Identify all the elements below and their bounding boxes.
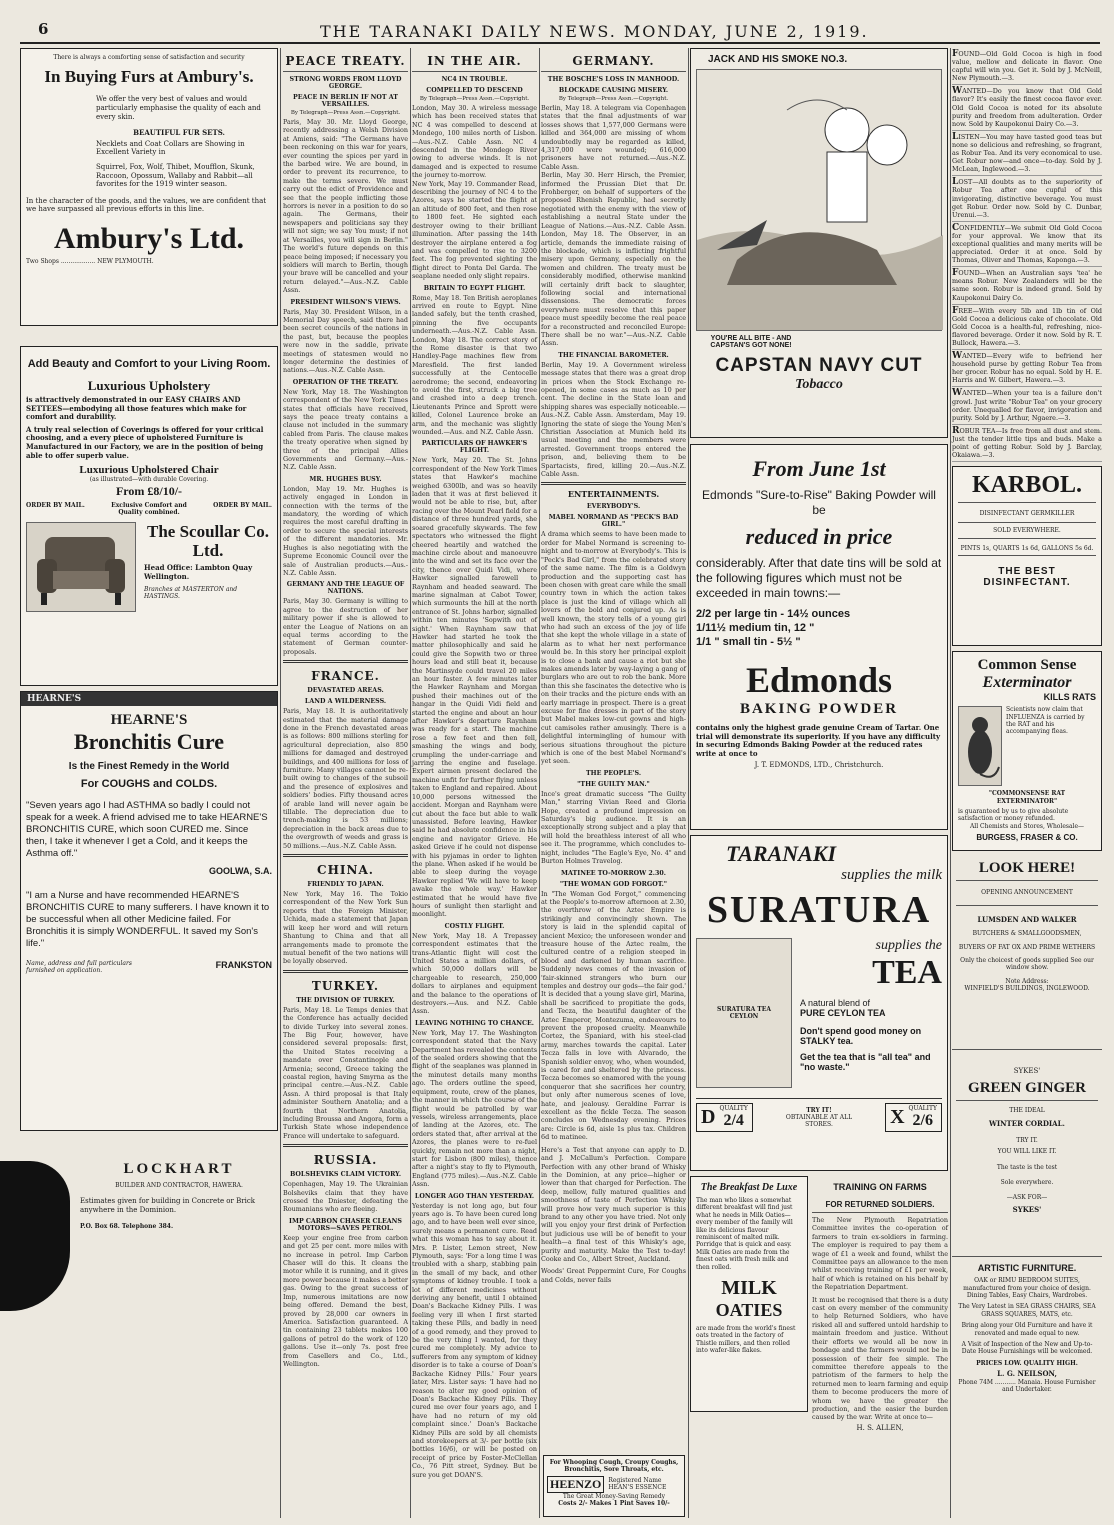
- classified-ad: [952, 387, 1102, 424]
- everybodys-heading: EVERYBODY'S.: [586, 503, 641, 511]
- nc4-heading: NC4 IN TROUBLE.: [441, 76, 508, 83]
- guilty-man-heading: "THE GUILTY MAN.": [577, 780, 650, 788]
- lumsden-note: Note Address:: [1005, 977, 1049, 985]
- neilson-ad: [952, 1260, 1102, 1396]
- wilson-heading: PRESIDENT WILSON'S VIEWS.: [290, 298, 401, 306]
- heenzo-ad: [543, 1455, 685, 1517]
- hearne-coughs: For COUGHS and COLDS.: [80, 778, 218, 790]
- byline: By Telegraph—Press Assn.—Copyright.: [419, 96, 530, 102]
- training-heading2: FOR RETURNED SOLDIERS.: [825, 1200, 935, 1209]
- column-peace-treaty: [283, 48, 408, 1518]
- classified-ad: [952, 350, 1102, 387]
- classified-initial: F: [952, 49, 959, 59]
- manhood-heading: THE BOSCHE'S LOSS IN MANHOOD.: [547, 76, 680, 83]
- karbol-text2: SOLD EVERYWHERE.: [993, 527, 1061, 535]
- tea-packet: [696, 938, 792, 1088]
- hearne-heading: HEARNE'S: [110, 712, 188, 728]
- x-quality-letter: X: [890, 1106, 905, 1129]
- article-text: New York, May 19. Commander Read, describing the journey of NC 4 to the Azores, says he started the flight at an altitude of 800 feet, and then rose to 1800 feet. He sighted each destroyer owing to their brilliant illumination. After passing the 14th destroyer the airplane entered a fog and was compelled to rise to 3200 feet. The fog prevented sighting the flight direct to Ponta Del Garda. The seaplane needed only slight repairs.: [412, 179, 537, 281]
- chance-heading: LEAVING NOTHING TO CHANCE.: [415, 1019, 534, 1027]
- russia-heading: RUSSIA.: [313, 1153, 378, 1168]
- lockhart-name: LOCKHART: [123, 1161, 235, 1177]
- ambury-footer: Two Shops .................. NEW PLYMOUTH.: [26, 257, 154, 265]
- scoullar-price: From £8/10/-: [115, 483, 183, 498]
- exterminator-heading1: Common Sense: [977, 657, 1077, 674]
- d-quality-label: QUALITY: [719, 1105, 748, 1112]
- longer-ago-heading: LONGER AGO THAN YESTERDAY.: [414, 1192, 535, 1200]
- capstan-illustration: [696, 69, 942, 331]
- suratura-ad: [690, 835, 948, 1171]
- devastated-heading: DEVASTATED AREAS.: [307, 687, 384, 695]
- suratura-supplies: supplies the: [875, 938, 942, 953]
- article-text: Rome, May 18. Ten British aeroplanes arrived en route to Egypt. Nine landed safely, but the tenth crashed, pinning the five occupants underneath.—Aus.-N.Z. Cable Assn. London, May 18. The correct story of the Rome disaster is that two Handley-Page machines flew from Maresfield. The first landed successfully at the Centocelle aerodrome; the second, endeavoring to avoid the first, struck a big tree and crashed into a deep trench. Lieutenants Prince and Sprott were killed, Colonel Laurence broke an arm, and the mechanic was slightly wounded.—Aus. and N.Z. Cable Assn.: [412, 293, 537, 437]
- scoullar-branches: Branches at MASTERTON and HASTINGS.: [144, 585, 238, 600]
- neilson-text2: The Very Latest in SEA GRASS CHAIRS, SEA GRASS SQUARES, MATS, etc.: [958, 1303, 1096, 1318]
- x-quality-box: [885, 1103, 942, 1132]
- hearne-testimonial-2: "I am a Nurse and have recommended HEARNE'S BRONCHITIS CURE to many sufferers. I have known it to be successful when all other Medicine failed. For Bronchitis it is simply WONDERFUL. It saved my Son's life.": [26, 890, 270, 949]
- article-text: Paris, May 30. President Wilson, in a Memorial Day speech, said there had been secret councils of the nations in the past, but, because the peoples were now in the saddle, private meetings of statesmen would no longer determine the destinies of nations.—Aus.-N.Z. Cable Assn.: [283, 307, 408, 375]
- capstan-ad: [690, 48, 948, 438]
- exterminator-guarantee: is guaranteed by us to give absolute satisfaction or money refunded.: [958, 808, 1069, 823]
- suratura-all-tea: Get the tea that is "all tea" and "no waste.": [800, 1052, 931, 1072]
- edmonds-date: From June 1st: [752, 456, 886, 481]
- lumsden-address: WINFIELD'S BUILDINGS, INGLEWOOD.: [964, 985, 1090, 993]
- in-the-air-heading: IN THE AIR.: [427, 54, 522, 68]
- tea-packet-label: SURATURA TEA CEYLON: [717, 1005, 771, 1020]
- edmonds-text1: Edmonds "Sure-to-Rise" Baking Powder will be: [702, 488, 936, 517]
- hearne-banner: HEARNE'S: [21, 692, 277, 706]
- scoullar-text2: A truly real selection of Coverings is offered for your critical choosing, and a every piece of upholstered Furniture is Manufactured in our Factory, we are in the position of being able to offer superb value.: [26, 424, 264, 460]
- article-text: Berlin, May 18. A telegram via Copenhagen states that the final adjustments of war losses shows that 1,577,000 Germans were killed and 364,000 are missing of whom undoubtedly may be regarded as killed, 4,317,000 were wounded; 616,000 prisoners have not returned.—Aus.-N.Z. Cable Assn.: [541, 104, 686, 171]
- suratura-stalky: Don't spend good money on STALKY tea.: [800, 1026, 922, 1046]
- barometer-heading: THE FINANCIAL BAROMETER.: [558, 351, 669, 359]
- edmonds-text2: considerably. After that date tins will be sold at the following figures which must not be exceeded in main towns:—: [696, 556, 942, 600]
- oaties-brand1: MILK: [721, 1277, 777, 1300]
- classified-list: [952, 48, 1102, 462]
- lumsden-heading: LOOK HERE!: [978, 860, 1076, 877]
- article-text: Berlin, May 30. Herr Hirsch, the Premier, informed the Prussian Diet that Dr. Frohberger, on behalf of supporters of the proposed Rhenish Republic, had secretly negotiated with the enemy with the view of establishing a neutral State under the League of Nations.—Aus.-N.Z. Cable Assn. London, May 18. The Observer, in an article, demands the immediate raising of the blockade, which is inflicting frightful misery upon Germany, especially on the women and children. The treaty must be considerably modified, otherwise mankind will certainly drift back to slaughter, following social and international dissensions. The democratic forces everywhere must resolve that this paper peace must speedily become the real peace for a reconstructed and reconciled Europe: There shall be no war."—Aus.-N.Z. Cable Assn.: [541, 171, 686, 348]
- training-signature: H. S. ALLEN,: [856, 1423, 904, 1432]
- suratura-taranaki: TARANAKI: [726, 841, 837, 866]
- hearne-note: Name, address and full particulars furnished on application.: [26, 960, 132, 975]
- scoullar-ad: [20, 346, 278, 686]
- order-by-mail-left: ORDER BY MAIL.: [26, 501, 85, 509]
- classified-initial: W: [952, 86, 963, 97]
- classified-initial: F: [952, 268, 959, 279]
- masthead: [20, 18, 1100, 44]
- edmonds-reduced: reduced in price: [745, 524, 893, 549]
- lumsden-announcement: OPENING ANNOUNCEMENT: [981, 889, 1073, 897]
- neilson-signature: L. G. NEILSON,: [997, 1369, 1057, 1379]
- hearne-testimonial-1: "Seven years ago I had ASTHMA so badly I could not speak for a week. A friend advised me to take HEARNE'S BRONCHITIS CURE, which soon CURED me. Since then, I take it whenever I get a Cold, and it keeps the Asthma off.": [26, 800, 268, 859]
- wilderness-heading: LAND A WILDERNESS.: [304, 698, 387, 706]
- china-heading: CHINA.: [317, 863, 374, 878]
- heenzo-sub: Registered Name HEAN'S ESSENCE: [608, 1476, 667, 1492]
- training-text2: It must be recognised that there is a duty cast on every member of the community to help Returned Soldiers, who have risked all and suffered untold hardship to maintain freedom and justice. Without their efforts we would all be now in bondage and the farmers would not be in possession of their fee simple. The committee therefore appeals to the patriotism of the farmers to help the returned men to learn farming and equip them to become producers the more of whom we have the greater the production, and the easier the burden caused by the war. Write at once to—: [812, 1295, 948, 1422]
- neilson-heading: ARTISTIC FURNITURE.: [977, 1263, 1077, 1274]
- article-text: Paris, May 18. It is authoritatively estimated that the material damage done in the French devastated areas is as follows: 800 millions sterling for agricultural depreciation, also 850 millions for damaged and destroyed buildings, and 400 millions for loss of furniture. Many villages cannot be re-built owing to changes of the subsoil and the presence of explosives and soldiers' bodies. Fifty thousand acres of arable land will never again be tillable. The depreciation due to trench-making is 53 millions; depreciation in the back areas due to the overgrowth of weeds and grass is 50 millions.—Aus.-N.Z. Cable Assn.: [283, 707, 408, 850]
- suratura-obtainable: OBTAINABLE AT ALL STORES.: [785, 1114, 853, 1129]
- column-germany: [541, 48, 686, 1284]
- germany-heading: GERMANY.: [572, 54, 655, 68]
- torn-corner: [0, 1161, 70, 1311]
- scoullar-tagline: Exclusive Comfort and Quality combined.: [111, 501, 187, 516]
- heenzo-text2: The Great Money-Saving Remedy: [562, 1492, 666, 1500]
- entertainments-heading: ENTERTAINMENTS.: [567, 489, 660, 500]
- classified-initial: L: [952, 131, 959, 142]
- exterminator-text1: Scientists now claim that INFLUENZA is carried by the RAT and his accompanying fleas.: [1006, 706, 1085, 736]
- article-text: Here's a Test that anyone can apply to D. and J. McCallum's Perfection. Compare Perfection with any other brand of Whisky in the Dominion, at any price—higher or lower than that charged for Perfection. The deep, mellow, fully matured qualities and smoothness of taste of Perfection Whisky will prove how very much superior is this brand to any other you have tried. Not only will you enjoy your first drink of Perfection but judicious use will be of benefit to your health—a final test of this Whisky's age, purity and maturity. Make the Test to-day! Cooke and Co., Albert Street, Auckland.: [541, 1145, 686, 1263]
- edmonds-text3: contains only the highest grade genuine Cream of Tartar. One trial will demonstrate its superiority. If you have any difficulty in securing Edmonds Baking Powder at the reduced rates write at once to: [696, 723, 941, 758]
- lockhart-telephone: P.O. Box 68. Telephone 384.: [80, 1222, 174, 1230]
- turkey-heading: TURKEY.: [311, 978, 380, 993]
- capstan-brand: CAPSTAN NAVY CUT: [715, 355, 923, 376]
- classified-ad: [952, 305, 1102, 350]
- article-text: Copenhagen, May 19. The Ukrainian Bolsheviks claim that they have crossed the Dniester, defeating the Roumanians who are fleeing.: [283, 1180, 408, 1214]
- neilson-text3: Bring along your Old Furniture and have it renovated and made equal to new.: [961, 1322, 1093, 1337]
- article-text: Ince's great dramatic success "The Guilty Man," starring Vivian Reed and Gloria Hope, created a profound impression on Saturday's big audience. It is an exceptionally strong subject and a play that will hold the breathless interest of all who see it. The programme, which concludes to-night, includes "The Eagle's Eye, No. 4" and Burton Holmes Travelog.: [541, 789, 686, 866]
- classified-text: ANTED—When your tea is a failure don't growl. Just write "Robur Tea" on your grocery order. Unequalled for flavor, invigoration and purity. Sold by J. Arthur, Ngaere.—3.: [952, 389, 1102, 422]
- article-text: Paris, May 18. Le Temps denies that the Conference has actually decided to divide Turkey into several zones. The Big Four, however, have considered several proposals: first, the United States receiving a mandate over Constantinople and Armenia; second, Greece taking the coastal region, having Smyrna as the principal centre.—Aus.-N.Z. Cable Assn. A third proposal is that Italy administer Southern Anatolia; and a fourth that Northern Anatolia, including Broussa and Angora, form a Turkish State whose independence France will undertake to safeguard.: [283, 1005, 408, 1140]
- edmonds-ad: [690, 444, 948, 830]
- sykes-ideal: THE IDEAL: [1009, 1106, 1045, 1114]
- hearne-signature-2: FRANKSTON: [215, 960, 272, 970]
- berlin-heading: PEACE IN BERLIN IF NOT AT VERSAILLES.: [293, 94, 398, 108]
- oaties-text2: are made from the world's finest oats treated in the factory of Thistle millers, and then rolled into wafer-like flakes.: [696, 1325, 796, 1355]
- lockhart-text: Estimates given for building in Concrete or Brick anywhere in the Dominion.: [80, 1197, 255, 1214]
- karbol-best: THE BEST DISINFECTANT.: [983, 566, 1071, 589]
- exterminator-stockists: All Chemists and Stores, Wholesale—: [969, 822, 1085, 830]
- article-text: London, May 19. Mr. Hughes is actively engaged in London in connection with the terms of the mandatory, the wording of which requires the most careful drafting in order to secure the special interests of the different mandatories. Mr. Hughes is also negotiating with the Supreme Economic Council over the sale of Australian products.—Aus.-N.Z. Cable Assn.: [283, 484, 408, 577]
- classified-ad: [952, 85, 1102, 130]
- column-ads-right: [952, 48, 1102, 1518]
- classified-text: OUND—Old Gold Cocoa is high in food value, mellow and delicate in flavor. One capful will win you. Get it. Sold by J. McNeill, New Plymouth.—3.: [952, 50, 1102, 83]
- classified-text: ISTEN—You may have tasted good teas but none so delicious and refreshing, so fragrant, as Robur Tea. And its very economical to use. Get Robur now—and once—to-day. Sold by J. McLean, Inglewood.—3.: [952, 132, 1102, 174]
- blockade-heading: BLOCKADE CAUSING MISERY.: [558, 87, 669, 94]
- article-text: Yesterday is not long ago, but four years ago is. To have been cured long ago, and to have been well ever since, surely means a permanent cure. Read what this woman has to say about it. Mrs. P. Lister, Lemon street, New Plymouth, says: 'For a long time I was troubled with a sharp, stabbing pain in the small of my back, and other symptoms of kidney trouble. I took a lot of different medicines without deriving any benefit, until I obtained Doan's Backache Kidney Pills. I was feeling very ill when I first started taking these Pills, and badly in need of a good remedy, and they proved to be the very thing I wanted, for they cured me completely. My advice to sufferers from any symptom of kidney disorder is to take a course of Doan's Backache Kidney Pills.' Four years later, Mrs. Lister says: 'I have had no reason to alter my good opinion of Doan's Backache Kidney Pills. They cured me over four years ago, and I have had no return of my old complaint since.' Doan's Backache Kidney Pills are sold by all chemists and storekeepers at 3/- per bottle (six bottles 16/6), or will be posted on receipt of price by Foster-McClellan Co., 76 Pitt street, Sydney. But be sure you get DOAN'S.: [412, 1201, 537, 1479]
- x-quality-price: 2/6: [912, 1112, 933, 1130]
- training-text1: The New Plymouth Repatriation Committee invites the co-operation of farmers to train ex-soldiers in farming. The employer is required to pay them a wage of £1 a week and found, whilst the Committee pays an allowance to the men whilst receiving training of £1 per week, half of which is retained on his behalf by the Repatriation Department.: [812, 1216, 948, 1292]
- classified-text: ONFIDENTLY—We submit Old Gold Cocoa for your approval. We know that its exceptional qualities and many merits will be appreciated. Order it at once. Sold by Thomas, Oliver and Thomas, Kaponga.—3.: [952, 223, 1102, 265]
- edmonds-price-small: 1/1 " small tin - 5½ ": [696, 636, 801, 648]
- article-text: In "The Woman God Forgot," commencing at the People's to-morrow afternoon at 2.30, the overthrow of the Aztec Empire is strikingly and convincingly shown. The story is laid in the splendid capital of ancient Mexico; the unforeseen wonder and treasure house of the Aztec realm, the cultured centre of a religion steeped in blood and darkened by human sacrifice. Suddenly news comes of the invasion of 'fair-skinned strangers who burn our temples and destroy our gods—the fair god.' It is decided that a young slave girl, Marina, shall be sacrificed to propitiate the gods, and Tecza, the beautiful daughter of the Aztec Emperor, Montezuma, endeavours to prevent the proposed cruelty. Meanwhile Cortez, the Spaniard, with his steel-clad army, marches towards the capital. Later Tecza falls in love with Alvarado, the Spanish soldier envoy, who, when wounded, is cared for and sheltered by the princess. Tecza becomes so enamored with the young conqueror that she sacrifices her country, but only after numerous scenes of love, hate, and jealousy. Geraldine Farrar is excellent as the fickle Tecza. The season concludes on Wednesday evening. Prices are: Circle is 6d, aisle 1s plus tax. Children 6d to matinee.: [541, 889, 686, 1142]
- descend-heading: COMPELLED TO DESCEND: [426, 87, 523, 94]
- karbol-prices: PINTS 1s, QUARTS 1s 6d, GALLONS 5s 6d.: [960, 544, 1094, 552]
- edmonds-price-medium: 1/11½ medium tin, 12 ": [696, 622, 815, 634]
- scoullar-name: The Scoullar Co. Ltd.: [146, 522, 269, 561]
- hearne-product: Bronchitis Cure: [73, 729, 225, 754]
- suratura-milk: supplies the milk: [841, 867, 942, 883]
- sykes-name-bottom: SYKES': [1012, 1204, 1042, 1214]
- order-by-mail-right: ORDER BY MAIL.: [213, 501, 272, 509]
- column-ads-center: [690, 48, 948, 1518]
- article-text: A drama which seems to have been made to order for Mabel Normand is screening to-night and to-morrow at Everybody's. This is "Peck's Bad Girl," from the celebrated story of the same name. The film is a Goldwyn production and the supporting cast has been chosen with great care while the small country town in which the action takes place is just the kind of village which all lovers of the bold and conjured up. As is well known, the story tells of a young girl who had such an excess of the joy of life that she kept the whole village in a state of alarm as to what her next performance would be. In this story her principal exploit is to close a bank and cause a riot but she makes amends later by way-laying a gang of burglars who are out to rob the bank. More than this she fascinates the detective who is on their tracks and the picture ends with an early marriage in prospect. There is a great excuse for fine dresses in part of the story but Mabel makes low-cut gowns and high-cut camisoles rather amusingly. There is a delightful intermingling of humour with serious situations throughout the picture which is one of the best Mabel Normand's yet seen.: [541, 530, 686, 766]
- classified-initial: W: [952, 351, 963, 362]
- classified-initial: L: [952, 177, 959, 188]
- sykes-test: The taste is the test: [996, 1163, 1058, 1171]
- lockhart-sub: BUILDER AND CONTRACTOR, HAWERA.: [115, 1182, 243, 1189]
- armchair-illustration: [26, 522, 136, 612]
- neilson-text1: OAK or RIMU BEDROOM SUITES, manufactured from your choice of design. Dining Tables, Easy Chairs, Wardrobes.: [963, 1277, 1091, 1300]
- edmonds-brand: Edmonds: [745, 660, 893, 700]
- woman-god-heading: "THE WOMAN GOD FORGOT.": [559, 880, 668, 888]
- x-quality-label: QUALITY: [908, 1105, 937, 1112]
- classified-initial: C: [952, 222, 960, 233]
- article-text: Woods' Great Peppermint Cure, For Coughs and Colds, never fails: [541, 1267, 686, 1284]
- scoullar-office: Head Office: Lambton Quay Wellington.: [144, 563, 253, 581]
- article-text: Paris, May 30. Mr. Lloyd George, recently addressing a Welsh Division at Amiens, said: "The Germans have been reckoning on this war for years, ever counting the spices per yard in the barbed wire. We are bound, in order to prevent its recurrence, to make the terms severe. We must carry out the edict of Providence and see that the people inflicting those horrors is never in a position to do so again. The Germans, their newspapers and politicians say they will not sign; we say You must; if not at Versailles, you will sign in Berlin." The world's future depends on this peace being imposed; if necessary you soldiers will march to Berlin, though your brave will be cancelled and your return delayed."—Aus.-N.Z. Cable Assn.: [283, 118, 408, 295]
- division-heading: THE DIVISION OF TURKEY.: [296, 996, 395, 1004]
- matinee-heading: MATINEE TO-MORROW 2.30.: [561, 869, 666, 877]
- edmonds-signature: J. T. EDMONDS, LTD., Christchurch.: [754, 761, 884, 770]
- sykes-sold: Sole everywhere.: [1000, 1179, 1054, 1187]
- ambury-text1: We offer the very best of values and would particularly emphasise the quality of each and every skin.: [96, 95, 261, 121]
- scoullar-subheading: Luxurious Upholstery: [87, 378, 211, 393]
- ambury-headline: In Buying Furs at Ambury's.: [44, 67, 254, 87]
- hawker-heading: PARTICULARS OF HAWKER'S FLIGHT.: [421, 440, 528, 455]
- ambury-subhead: BEAUTIFUL FUR SETS.: [133, 128, 225, 138]
- oaties-brand2: OATIES: [715, 1300, 783, 1321]
- masthead-title: THE TARANAKI DAILY NEWS. MONDAY, JUNE 2, 1919.: [320, 22, 869, 41]
- hearne-ad: [20, 691, 278, 1131]
- lumsden-ad: [952, 856, 1102, 1046]
- classified-text: ANTED—Every wife to befriend her household purse by getting Robur Tea from her grocer. Robur has no equal. Sold by H. E. Harris and W. Gilbert, Hawera.—3.: [952, 352, 1102, 385]
- capstan-sub: Tobacco: [795, 377, 843, 392]
- classified-initial: F: [952, 305, 959, 316]
- lloyd-george-heading: STRONG WORDS FROM LLOYD GEORGE.: [289, 76, 402, 90]
- article-text: Berlin, May 19. A Government wireless message states that there was a great drop in prices when the Stock Exchange re-opened, in some cases as much as 10 per cent. The decline in the State loan and shipping shares was especially noticeable.—Aus.-N.Z. Cable Assn. Amsterdam, May 19. Ignoring the state of siege the Young Men's Christian Association at Munich held its usual meeting and the members were arrested. Government troops entered the prison, and, believing them to be Spartacists, fired, killing 20.—Aus.-N.Z. Cable Assn.: [541, 360, 686, 479]
- lumsden-buyers: BUYERS OF FAT OX AND PRIME WETHERS: [958, 943, 1096, 951]
- rat-illustration: [958, 706, 1002, 786]
- hearne-claim: Is the Finest Remedy in the World: [68, 761, 230, 772]
- ambury-text2: Necklets and Coat Collars are Showing in Excellent Variety in: [96, 139, 245, 157]
- scoullar-heading: Add Beauty and Comfort to your Living Room.: [27, 358, 271, 370]
- suratura-try-it: TRY IT!: [806, 1106, 832, 1114]
- sykes-try: TRY IT.: [1016, 1136, 1038, 1144]
- suratura-tea: TEA: [872, 954, 942, 991]
- article-text: New York, May 18. A Trepassey correspondent estimates that the trans-Atlantic flight will cost the United States a million dollars, of which 50,000 dollars will be chargeable to research, 250,000 dollars to airplanes and equipment and the balance to the operations of destroyers.—Aus. and N.Z. Cable Assn.: [412, 931, 537, 1016]
- scoullar-chair-heading: Luxurious Upholstered Chair: [79, 464, 219, 477]
- classified-text: OBUR TEA—Is free from all dust and stem. Just the tender little tips and buds. Make a point of getting Robur. Sold by J. Barclay, Okaiawa.—3.: [952, 426, 1102, 460]
- treaty-operation-heading: OPERATION OF THE TREATY.: [292, 378, 399, 386]
- suratura-brand: SURATURA: [706, 889, 932, 931]
- exterminator-kills-rats: KILLS RATS: [1043, 692, 1096, 703]
- league-heading: GERMANY AND THE LEAGUE OF NATIONS.: [286, 581, 405, 596]
- article-text: New York, May 18. The Washington correspondent of the New York Times states that officials have received, says the peace treaty contains a clause not included in the summary cabled from Paris. The clause makes the treaty operative when signed by three of the principal Allies Governments and Germany.—Aus.-N.Z. Cable Assn.: [283, 387, 408, 472]
- exterminator-ad: [952, 651, 1102, 851]
- heenzo-brand: HEENZO: [547, 1476, 604, 1493]
- classified-text: ANTED—Do you know that Old Gold flavor? It's easily the finest cocoa flavor ever. Old Gold Cocoa is noted for its absolute purity and freedom from adulteration. Order now. Sold by Kaupokonui Dairy Co.—3.: [952, 87, 1102, 128]
- france-heading: FRANCE.: [311, 669, 380, 684]
- bolsheviks-heading: BOLSHEVIKS CLAIM VICTORY.: [289, 1171, 402, 1179]
- oaties-text1: The man who likes a somewhat different breakfast will find just what he needs in Milk Oaties—every member of the family will like its delicious flavour reminiscent of malted milk. Porridge that is quick and easy. Milk Oaties are made from the finest oats with fresh milk and then rolled.: [696, 1197, 793, 1271]
- suratura-blend1: A natural blend of: [800, 998, 871, 1008]
- karbol-text1: DISINFECTANT GERMKILLER: [979, 510, 1075, 518]
- neilson-prices: PRICES LOW. QUALITY HIGH.: [976, 1359, 1078, 1367]
- classified-initial: W: [952, 388, 963, 399]
- neilson-phone: Phone 74M ........... Manaia. House Furnisher and Undertaker.: [958, 1378, 1096, 1394]
- page-number: 6: [38, 20, 49, 38]
- classified-text: REE—With every 5lb and 1lb tin of Old Gold Cocoa a delicious cake of chocolate. Old Gold Cocoa is a health-ful, refreshing, nice-flavored beverage. Order it now. Sold by R. T. Bullock, Hawera.—3.: [952, 306, 1102, 347]
- edmonds-product: BAKING POWDER: [739, 701, 899, 717]
- article-text: New York, May 17. The Washington correspondent stated that the Navy Department has revealed the contents of the sealed orders showing that the flight of the seaplanes was planned in the minutest details many months ago. The orders outline the speed, equipment, route, crew of the planes, the manner in which the course of the flight would be patrolled by war vessels, wireless arrangements, place of landing at the Azores, etc. The orders stated that, after arrival at the Azores, the planes were to re-fuel quickly, remain not more than a night, start for Lisbon (800 miles), thence after a night's stay to fly to Plymouth, England (775 miles).—Aus.-N.Z. Cable Assn.: [412, 1028, 537, 1189]
- oaties-heading: The Breakfast De Luxe: [700, 1182, 798, 1193]
- classified-ad: [952, 222, 1102, 267]
- karbol-ad: [952, 466, 1102, 646]
- lockhart-ad: [20, 1161, 278, 1281]
- classified-ad: [952, 131, 1102, 176]
- classified-ad: [952, 48, 1102, 85]
- d-quality-box: [696, 1103, 753, 1132]
- imp-heading: IMP CARBON CHASER CLEANS MOTORS—SAVES PETROL.: [289, 1217, 402, 1232]
- ambury-ad: [20, 48, 278, 326]
- karbol-brand: KARBOL.: [971, 472, 1082, 499]
- article-text: Paris, May 30. Germany is willing to agree to the destruction of her military power if she is allowed to enter the League of Nations on an equal terms according to the statement of German counter-proposals.: [283, 597, 408, 656]
- japan-heading: FRIENDLY TO JAPAN.: [307, 881, 384, 889]
- egypt-flight-heading: BRITAIN TO EGYPT FLIGHT.: [423, 284, 526, 292]
- heenzo-text3: Costs 2/- Makes 1 Pint Saves 10/-: [558, 1500, 670, 1508]
- article-text: Keep your engine free from carbon and get 25 per cent. more miles with no increase in petrol. Imp Carbon Chaser will do this. It cleans the motor while it is running, and it gives more power because it makes a better gas. Owing to the great success of Imp, numerous imitations are now being offered. Demand the best, proved by 28,000 car owners in America. Satisfaction guaranteed. A tin containing 23 tablets makes 100 gallons of petrol do the work of 120 gallons. Use it—only 7s. post free from Casellers and Co., Ltd., Wellington.: [283, 1233, 408, 1368]
- edmonds-price-large: 2/2 per large tin - 14½ ounces: [696, 608, 851, 620]
- training-heading1: TRAINING ON FARMS: [833, 1182, 927, 1192]
- hearne-signature-1: GOOLWA, S.A.: [208, 866, 272, 876]
- article-text: New York, May 20. The St. Johns correspondent of the New York Times states that Hawker's machine weighed 6300lb, and was so heavily laden that it was at first believed it would not be able to rise, but, after racing over the Mount Pearl field for a distance of three hundred yards, she soared gracefully skywards. The few spectators who witnessed the flight cheered heartily and watched the machine circle about and manoeuvre into the wind and set its face over the city, thence over Quidi Vidi, where Hawker signalled farewell to Raynham and headed seaward. The marine signalman at Cabot Tower, which surmounts the hill at the north entrance of St. Johns harbor, signalled within ten minutes 'Sopwith out of sight.' When Raynham saw that Hawker had started he took the matter philosophically and said he could give the Sopwith two or three hours lead and still beat it, because the Martinsyde could travel 20 miles an hour faster. A few minutes later the Hawker Raynham and Morgan pushed their machines out of the hangar in the Quidi Vidi field and started the engine and about an hour after Hawker's departure Raynham was ready for a start. The machine rose a few feet and then fell, smashing the wings and body, crumpling the under-carriage and jarring the engine and fuselage. Expert airmen present declared the machine unfit for further flying unless taken to England and repaired. About 10,000 persons witnessed the accident. Morgan and Raynham were cut about the face but able to walk unassisted. Before leaving, Hawker said he had absolute confidence in his engine and navigator Grieve. He asked Grieve if he could not dispense with his pyjamas in order to lighten the plane. When asked if he would be able to sleep during the voyage Hawker replied 'We will have to keep awake the whole way.' Hawker estimated that he would have five hours of sunlight then starlight and moonlight.: [412, 456, 537, 919]
- column-in-the-air: [412, 48, 537, 1518]
- sykes-cordial: WINTER CORDIAL.: [989, 1119, 1065, 1129]
- ambury-text3: Squirrel, Fox, Wolf, Thibet, Moufflon, Skunk, Raccoon, Opossum, Wallaby and Rabbit—all favorites for the 1919 winter season.: [96, 162, 255, 189]
- mabel-heading: MABEL NORMAND AS "PECK'S BAD GIRL.": [548, 514, 679, 529]
- classified-initial: R: [952, 425, 960, 436]
- costly-flight-heading: COSTLY FLIGHT.: [444, 922, 505, 930]
- lumsden-trade: BUTCHERS & SMALLGOODSMEN,: [972, 930, 1082, 938]
- ambury-text4: In the character of the goods, and the values, we are confident that we have surpassed all previous efforts in this line.: [26, 196, 267, 214]
- exterminator-wholesaler: BURGESS, FRASER & CO.: [976, 833, 1078, 843]
- sykes-product: GREEN GINGER: [968, 1079, 1086, 1096]
- scoullar-chair-note: (as illustrated—with durable Covering.: [89, 476, 209, 484]
- article-text: New York, May 16. The Tokio correspondent of the New York Sun reports that the Foreign Minister, Uchida, made a statement that Japan will keep her word and will return Shantung to China and that all arrangements made to promote the mutual benefit of the two nations will be loyally observed.: [283, 890, 408, 966]
- scoullar-text1: is attractively demonstrated in our EASY CHAIRS AND SETTEES—embodying all those features which make for comfort and durability.: [26, 395, 247, 422]
- classified-text: OUND—When an Australian says 'tea' he means Robur. New Zealanders will be the same soon. Robur is indeed grand. Sold by Kaupokonui Dairy Co.: [952, 269, 1102, 302]
- byline: By Telegraph—Press Assn.—Copyright.: [558, 96, 669, 102]
- neilson-text4: A Visit of Inspection of the New and Up-to-Date House Furnishings will be welcomed.: [961, 1341, 1093, 1356]
- capstan-speech: YOU'RE ALL BITE - AND CAPSTAN'S GOT NONE!: [710, 335, 792, 349]
- classified-text: OST—All doubts as to the superiority of Robur Tea after one cupful of this invigorating, distinctive beverage. You must get Robur. Order now. Sold by C. Dunbar, Urenui.—3.: [952, 178, 1102, 219]
- sykes-ad: [952, 1053, 1102, 1253]
- article-text: London, May 30. A wireless message which has been received states that NC 4 was compelled to descend at Mondego, 100 miles north of Lisbon.—Aus.-N.Z. Cable Assn. NC 4 descended in the Mondego River owing to adverse winds. It is not damaged and is expected to resume the journey to-morrow.: [412, 104, 537, 180]
- lumsden-goods: Only the choicest of goods supplied See our window show.: [960, 957, 1094, 972]
- exterminator-product: "COMMONSENSE RAT EXTERMINATOR": [988, 790, 1066, 805]
- classified-ad: [952, 176, 1102, 221]
- peoples-heading: THE PEOPLE'S.: [585, 769, 642, 777]
- capstan-title: JACK AND HIS SMOKE NO.3.: [708, 54, 848, 65]
- d-quality-price: 2/4: [723, 1112, 744, 1130]
- d-quality-letter: D: [701, 1106, 716, 1129]
- sykes-ask: —ASK FOR—: [1006, 1194, 1048, 1202]
- exterminator-heading2: Exterminator: [982, 674, 1072, 692]
- ambury-name: Ambury's Ltd.: [53, 221, 245, 255]
- classified-ad: [952, 425, 1102, 462]
- column-ads-left: [20, 48, 278, 1518]
- classified-ad: [952, 267, 1102, 304]
- sykes-name: SYKES': [1013, 1067, 1041, 1076]
- lumsden-names: LUMSDEN AND WALKER: [977, 914, 1077, 924]
- sykes-like: YOU WILL LIKE IT.: [997, 1148, 1057, 1156]
- byline: By Telegraph—Press Assn.—Copyright.: [290, 110, 401, 116]
- suratura-blend2: PURE CEYLON TEA: [800, 1008, 886, 1018]
- ambury-intro: There is always a comforting sense of satisfaction and security: [53, 54, 245, 61]
- heenzo-text1: For Whooping Cough, Croupy Coughs, Bronchitis, Sore Throats, etc.: [549, 1459, 679, 1474]
- milk-oaties-ad: [690, 1176, 808, 1412]
- hughes-heading: MR. HUGHES BUSY.: [309, 475, 382, 483]
- peace-treaty-heading: PEACE TREATY.: [285, 54, 406, 68]
